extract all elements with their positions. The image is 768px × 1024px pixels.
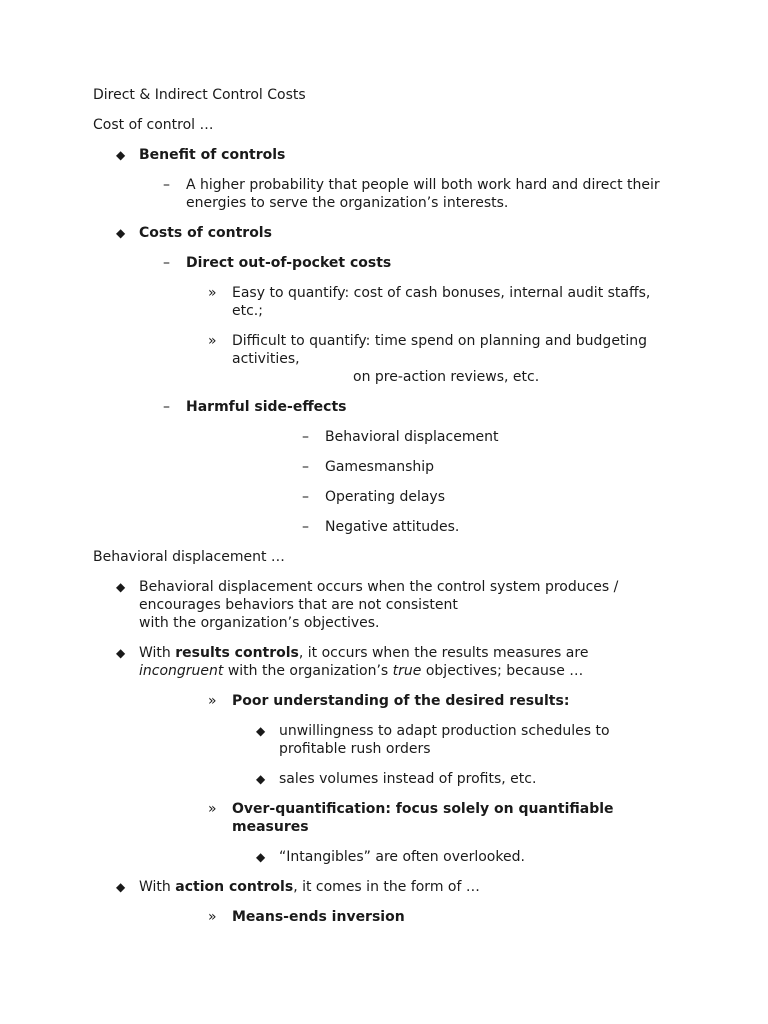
diamond-bullet-icon: ◆ [256, 724, 266, 738]
benefit-text-line-2: energies to serve the organization’s interests. [186, 195, 509, 211]
dash-bullet-icon: – [302, 459, 309, 475]
over-quantification-heading-line-2: measures [232, 819, 309, 835]
cost-of-control-intro: Cost of control … [93, 117, 214, 133]
action-controls-line [139, 878, 480, 896]
benefit-of-controls-heading: Benefit of controls [139, 147, 286, 163]
intangibles-item: “Intangibles” are often overlooked. [279, 849, 525, 865]
raquo-bullet-icon: » [208, 693, 217, 709]
raquo-bullet-icon: » [208, 909, 217, 925]
difficult-to-quantify-line-2: activities, [232, 351, 300, 367]
dash-bullet-icon: – [163, 177, 170, 193]
harmful-side-effects-heading: Harmful side-effects [186, 399, 347, 415]
results-controls-text: , it occurs when the results measures are [298, 645, 589, 661]
action-controls-text: With [139, 879, 176, 895]
results-controls-term: results controls [175, 645, 299, 661]
direct-costs-heading: Direct out-of-pocket costs [186, 255, 392, 271]
true-term: true [392, 663, 422, 679]
diamond-bullet-icon: ◆ [116, 646, 126, 660]
dash-bullet-icon: – [302, 489, 309, 505]
dash-bullet-icon: – [302, 429, 309, 445]
raquo-bullet-icon: » [208, 285, 217, 301]
benefit-text-line-1: A higher probability that people will both work hard and direct their [186, 177, 660, 193]
over-quantification-heading-line-1: Over-quantification: focus solely on quantifiable [232, 801, 614, 817]
diamond-bullet-icon: ◆ [256, 772, 266, 786]
bd-definition-line-1: Behavioral displacement occurs when the control system produces / [139, 579, 619, 595]
side-effect-item: Behavioral displacement [325, 429, 499, 445]
dash-bullet-icon: – [163, 255, 170, 271]
poor-understanding-item-1-line-2: profitable rush orders [279, 741, 431, 757]
side-effect-item: Operating delays [325, 489, 445, 505]
document-title: Direct & Indirect Control Costs [93, 87, 306, 103]
poor-understanding-heading: Poor understanding of the desired results: [232, 693, 570, 709]
diamond-bullet-icon: ◆ [116, 148, 126, 162]
raquo-bullet-icon: » [208, 333, 217, 349]
incongruent-term: incongruent [139, 663, 224, 679]
difficult-to-quantify-line-1: Difficult to quantify: time spend on planning and budgeting [232, 333, 648, 349]
results-controls-text: With [139, 645, 176, 661]
side-effect-item: Gamesmanship [325, 459, 435, 475]
results-controls-text: with the organization’s [223, 663, 393, 679]
side-effect-item: Negative attitudes. [325, 519, 460, 535]
diamond-bullet-icon: ◆ [116, 580, 126, 594]
costs-of-controls-heading: Costs of controls [139, 225, 272, 241]
results-controls-text: objectives; because … [421, 663, 584, 679]
raquo-bullet-icon: » [208, 801, 217, 817]
results-controls-line-2 [139, 662, 583, 680]
bd-definition-line-2: encourages behaviors that are not consistent [139, 597, 458, 613]
results-controls-line-1 [139, 644, 588, 662]
easy-to-quantify-line-2: etc.; [232, 303, 263, 319]
behavioral-displacement-intro: Behavioral displacement … [93, 549, 285, 565]
diamond-bullet-icon: ◆ [116, 880, 126, 894]
easy-to-quantify-line-1: Easy to quantify: cost of cash bonuses, internal audit staffs, [232, 285, 651, 301]
poor-understanding-item-2: sales volumes instead of profits, etc. [279, 771, 537, 787]
diamond-bullet-icon: ◆ [116, 226, 126, 240]
dash-bullet-icon: – [302, 519, 309, 535]
poor-understanding-item-1-line-1: unwillingness to adapt production schedules to [279, 723, 610, 739]
dash-bullet-icon: – [163, 399, 170, 415]
difficult-to-quantify-line-3: on pre-action reviews, etc. [353, 369, 540, 385]
means-ends-inversion-heading: Means-ends inversion [232, 909, 405, 925]
action-controls-term: action controls [175, 879, 294, 895]
action-controls-text: , it comes in the form of … [293, 879, 480, 895]
bd-definition-line-3: with the organization’s objectives. [139, 615, 380, 631]
diamond-bullet-icon: ◆ [256, 850, 266, 864]
